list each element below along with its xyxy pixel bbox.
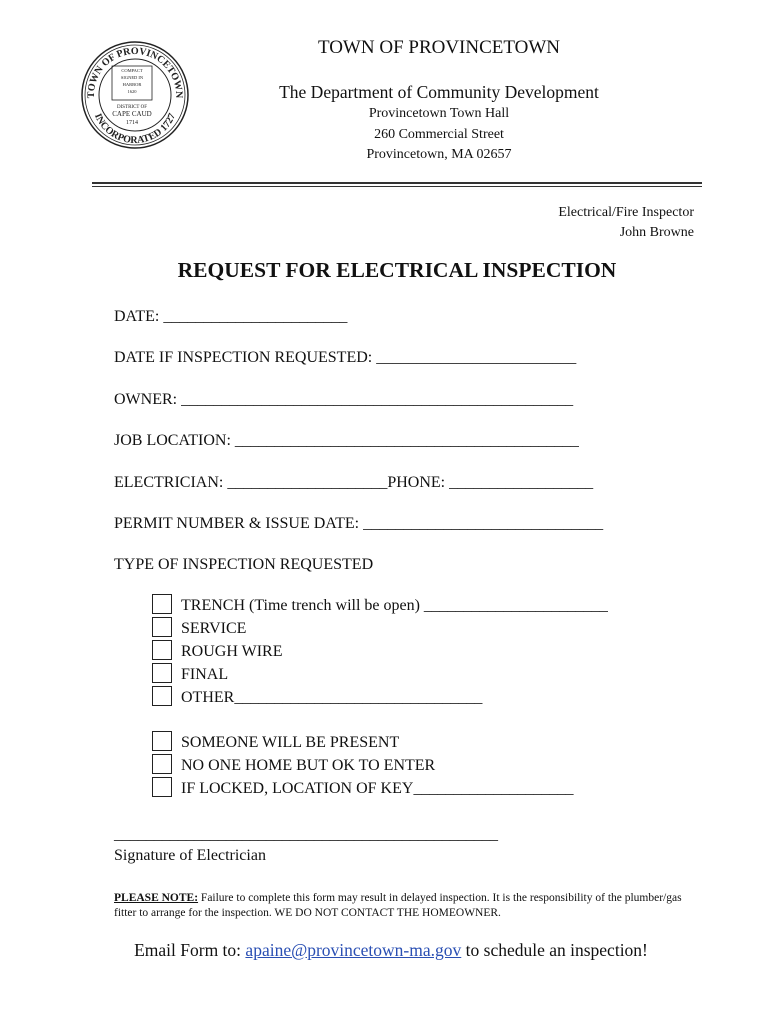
seal-top-text: TOWN OF PROVINCETOWN xyxy=(85,45,185,99)
service-checkbox[interactable] xyxy=(152,617,172,637)
header-divider xyxy=(92,182,702,184)
final-checkbox[interactable] xyxy=(152,663,172,683)
seal-inner-3: HARBOR xyxy=(122,82,142,87)
note-label: PLEASE NOTE: xyxy=(114,892,199,904)
someone-present-checkbox[interactable] xyxy=(152,731,172,751)
please-note xyxy=(114,891,694,921)
final-option: FINAL xyxy=(181,666,229,683)
address-line-2: 260 Commercial Street xyxy=(374,127,504,142)
seal-district: DISTRICT OF xyxy=(116,105,148,110)
town-seal-logo xyxy=(80,40,190,150)
address-line-1: Provincetown Town Hall xyxy=(368,106,510,121)
permit-field[interactable]: PERMIT NUMBER & ISSUE DATE: ______________________________ xyxy=(114,515,604,532)
someone-present-option: SOMEONE WILL BE PRESENT xyxy=(181,734,400,751)
signature-line[interactable]: ________________________________________________ xyxy=(114,826,498,843)
header-divider-thin xyxy=(92,186,702,187)
email-link[interactable]: apaine@provincetown-ma.gov xyxy=(245,940,462,960)
job-location-field[interactable]: JOB LOCATION: ___________________________________________ xyxy=(114,432,579,449)
ok-to-enter-option: NO ONE HOME BUT OK TO ENTER xyxy=(181,757,436,774)
trench-option: TRENCH (Time trench will be open) _______________________ xyxy=(181,597,608,614)
other-option[interactable]: OTHER_______________________________ xyxy=(181,689,483,706)
seal-inner-4: 1620 xyxy=(127,89,137,94)
seal-year: 1714 xyxy=(126,120,138,126)
key-location-checkbox[interactable] xyxy=(152,777,172,797)
key-location-option[interactable]: IF LOCKED, LOCATION OF KEY____________________ xyxy=(181,780,574,797)
email-prefix: Email Form to: xyxy=(134,940,246,960)
date-field[interactable]: DATE: _______________________ xyxy=(114,308,348,325)
email-instruction xyxy=(0,940,770,961)
electrician-phone-field[interactable]: ELECTRICIAN: ____________________PHONE: __________________ xyxy=(114,474,594,491)
rough-wire-option: ROUGH WIRE xyxy=(181,643,283,660)
seal-inner-1: COMPACT xyxy=(121,68,143,73)
email-suffix: to schedule an inspection! xyxy=(461,940,648,960)
inspector-name: John Browne xyxy=(619,225,694,240)
rough-wire-checkbox[interactable] xyxy=(152,640,172,660)
owner-field[interactable]: OWNER: _________________________________________________ xyxy=(114,391,574,408)
inspection-date-field[interactable]: DATE IF INSPECTION REQUESTED: _________________________ xyxy=(114,349,577,366)
form-title: REQUEST FOR ELECTRICAL INSPECTION xyxy=(177,258,617,282)
seal-cape: CAPE CAUD xyxy=(112,110,152,118)
town-name: TOWN OF PROVINCETOWN xyxy=(317,37,561,58)
inspector-role: Electrical/Fire Inspector xyxy=(558,205,694,220)
department-name: The Department of Community Development xyxy=(279,82,599,102)
note-text: Failure to complete this form may result in delayed inspection. It is the responsibility of the plumber/gas fitter to arrange for the inspection. WE DO NOT CONTACT THE HOMEOWNER. xyxy=(114,892,682,919)
trench-checkbox[interactable] xyxy=(152,594,172,614)
other-checkbox[interactable] xyxy=(152,686,172,706)
address-line-3: Provincetown, MA 02657 xyxy=(366,147,512,162)
inspection-type-heading: TYPE OF INSPECTION REQUESTED xyxy=(114,556,374,573)
service-option: SERVICE xyxy=(181,620,247,637)
seal-inner-2: SIGNED IN xyxy=(120,75,144,80)
signature-label: Signature of Electrician xyxy=(114,847,266,864)
seal-bottom-text: INCORPORATED 1727 xyxy=(91,111,179,147)
ok-to-enter-checkbox[interactable] xyxy=(152,754,172,774)
